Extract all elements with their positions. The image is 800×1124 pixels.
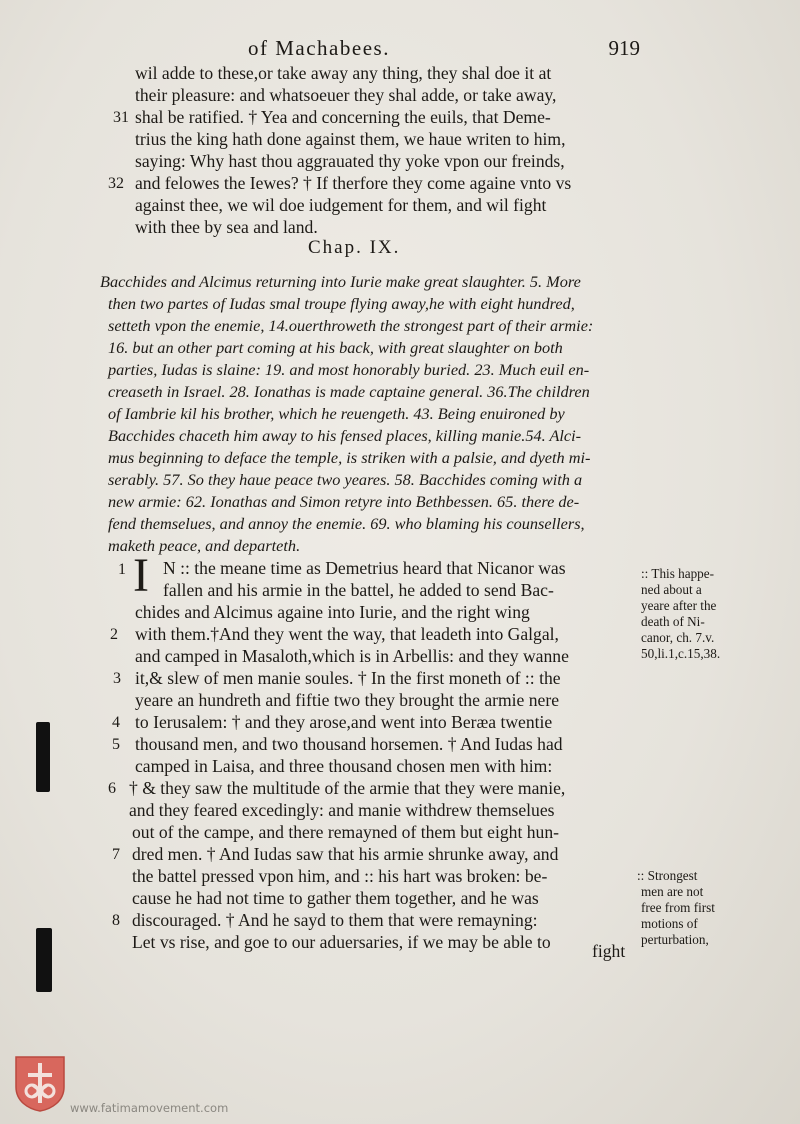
- text-line: with them.†And they went the way, that leadeth into Galgal,: [135, 624, 559, 644]
- text-line: trius the king hath done against them, we haue writen to him,: [135, 129, 566, 149]
- running-head: [240, 36, 640, 66]
- margin-note-line: ned about a: [641, 582, 702, 597]
- margin-note-line: canor, ch. 7.v.: [641, 630, 715, 645]
- margin-note-line: yeare after the: [641, 598, 717, 613]
- text-line: with thee by sea and land.: [135, 217, 318, 237]
- page-number: 919: [608, 36, 640, 60]
- verse-number: 31: [113, 109, 129, 126]
- margin-note-line: free from first: [641, 900, 715, 915]
- verse-number: 6: [108, 780, 116, 797]
- argument-line: 16. but an other part coming at his back, with great slaughter on both: [108, 338, 563, 357]
- margin-note-line: men are not: [641, 884, 704, 899]
- margin-note-line: perturbation,: [641, 932, 709, 947]
- verse-number: 7: [112, 846, 120, 863]
- catchword: fight: [592, 941, 626, 961]
- argument-line: new armie: 62. Ionathas and Simon retyre into Bethbessen. 65. there de-: [108, 492, 580, 511]
- text-line: against thee, we wil doe iudgement for them, and wil fight: [135, 195, 547, 215]
- margin-note-line: 50,li.1,c.15,38.: [641, 646, 721, 661]
- verse-number: 4: [112, 714, 120, 731]
- text-line: wil adde to these,or take away any thing, they shal doe it at: [135, 63, 552, 83]
- margin-note-line: :: This happe-: [641, 566, 715, 581]
- text-line: the battel pressed vpon him, and :: his hart was broken: be-: [132, 866, 548, 886]
- running-head-title: of Machabees.: [248, 36, 390, 60]
- text-line: † & they saw the multitude of the armie that they were manie,: [129, 778, 566, 798]
- text-line: cause he had not time to gather them together, and he was: [132, 888, 539, 908]
- argument-line: mus beginning to deface the temple, is striken with a palsie, and dyeth mi-: [108, 448, 591, 467]
- text-line: N :: the meane time as Demetrius heard that Nicanor was: [163, 558, 566, 578]
- margin-note-line: :: Strongest: [637, 868, 698, 883]
- verse-number: 5: [112, 736, 120, 753]
- margin-note-line: death of Ni-: [641, 614, 705, 629]
- text-line: shal be ratified. † Yea and concerning the euils, that Deme-: [135, 107, 551, 127]
- argument-line: serably. 57. So they haue peace two yeares. 58. Bacchides coming with a: [108, 470, 583, 489]
- text-line: out of the campe, and there remayned of them but eight hun-: [132, 822, 559, 842]
- argument-line: parties, Iudas is slaine: 19. and most honorably buried. 23. Much euil en-: [108, 360, 590, 379]
- footer-url-link[interactable]: www.fatimamovement.com: [70, 1101, 229, 1115]
- text-line: chides and Alcimus againe into Iurie, and the right wing: [135, 602, 530, 622]
- text-line: and they feared excedingly: and manie withdrew themselues: [129, 800, 555, 820]
- drop-cap: I: [133, 549, 149, 602]
- argument-line: Bacchides and Alcimus returning into Iurie make great slaughter. 5. More: [100, 272, 581, 291]
- text-line: their pleasure: and whatsoeuer they shal adde, or take away,: [135, 85, 557, 105]
- text-line: fallen and his armie in the battel, he added to send Bac-: [163, 580, 554, 600]
- scan-edge-mark: [36, 722, 50, 792]
- argument-line: maketh peace, and departeth.: [108, 536, 301, 555]
- verse-number: 2: [110, 626, 118, 643]
- margin-note-line: motions of: [641, 916, 698, 931]
- verse-number: 8: [112, 912, 120, 929]
- argument-line: setteth vpon the enemie, 14.ouerthroweth the strongest part of their armie:: [108, 316, 594, 335]
- argument-line: Bacchides chaceth him away to his fensed places, killing manie.54. Alci-: [108, 426, 582, 445]
- verse-number: 3: [113, 670, 121, 687]
- argument-line: then two partes of Iudas smal troupe flying away,he with eight hundred,: [108, 294, 575, 313]
- fatima-movement-logo-icon: [12, 1053, 68, 1113]
- verse-number: 1: [118, 561, 126, 578]
- argument-line: of Iambrie kil his brother, which he reuengeth. 43. Being enuironed by: [108, 404, 565, 423]
- text-line: to Ierusalem: † and they arose,and went into Beræa twentie: [135, 712, 553, 732]
- text-line: camped in Laisa, and three thousand chosen men with him:: [135, 756, 553, 776]
- text-line: discouraged. † And he sayd to them that were remayning:: [132, 910, 538, 930]
- text-line: yeare an hundreth and fiftie two they brought the armie nere: [135, 690, 560, 710]
- text-line: it,& slew of men manie soules. † In the first moneth of :: the: [135, 668, 561, 688]
- text-line: and camped in Masaloth,which is in Arbellis: and they wanne: [135, 646, 569, 666]
- text-line: saying: Why hast thou aggrauated thy yoke vpon our freinds,: [135, 151, 565, 171]
- text-line: thousand men, and two thousand horsemen. † And Iudas had: [135, 734, 563, 754]
- chapter-heading: Chap. IX.: [308, 237, 401, 258]
- argument-line: fend themselues, and annoy the enemie. 69. who blaming his counsellers,: [108, 514, 585, 533]
- text-line: and felowes the Iewes? † If therfore they come againe vnto vs: [135, 173, 572, 193]
- text-line: dred men. † And Iudas saw that his armie shrunke away, and: [132, 844, 559, 864]
- scan-edge-mark: [36, 928, 52, 992]
- argument-line: creaseth in Israel. 28. Ionathas is made captaine general. 36.The children: [108, 382, 590, 401]
- verse-number: 32: [108, 175, 124, 192]
- text-line: Let vs rise, and goe to our aduersaries, if we may be able to: [132, 932, 551, 952]
